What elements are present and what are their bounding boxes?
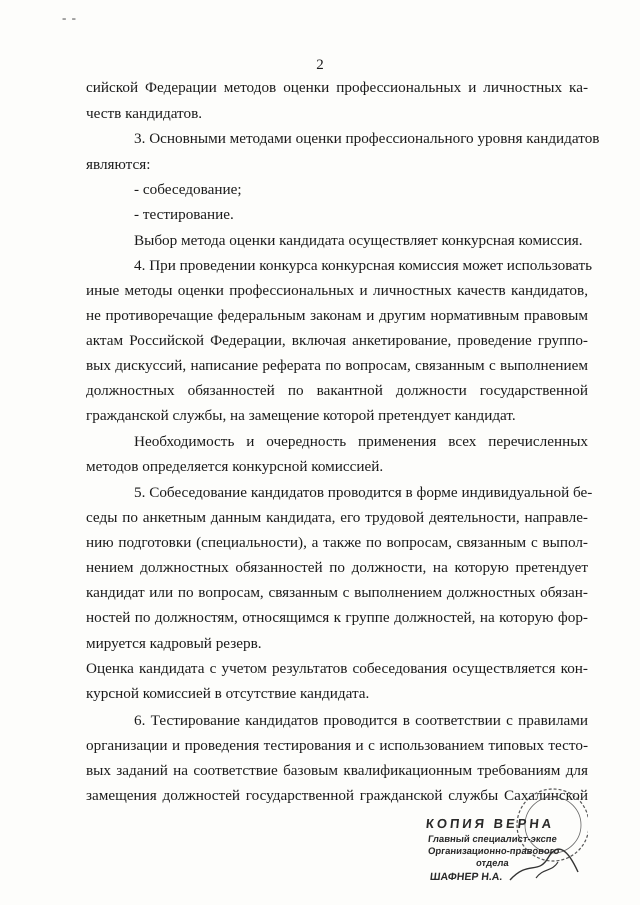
text-line: сийской Федерации методов оценки профессиональных и личностных ка- bbox=[86, 79, 588, 96]
text-line: 6. Тестирование кандидатов проводится в соответствии с правилами bbox=[134, 712, 588, 729]
text-line: 4. При проведении конкурса конкурсная комиссия может использовать bbox=[134, 257, 593, 274]
list-item: - собеседование; bbox=[134, 181, 242, 198]
text-line: нию подготовки (специальности), а также по вопросам, связанным с выпол- bbox=[86, 534, 588, 551]
text-line: не противоречащие федеральным законам и другим нормативным правовым bbox=[86, 307, 588, 324]
text-line: честв кандидатов. bbox=[86, 105, 203, 122]
text-line: Необходимость и очередность применения всех перечисленных bbox=[134, 433, 588, 450]
certification-stamp bbox=[418, 780, 588, 890]
page-number: 2 bbox=[316, 57, 324, 73]
text-line: актам Российской Федерации, включая анкетирование, проведение группо- bbox=[86, 332, 588, 349]
text-line: должностных обязанностей по вакантной должности государственной bbox=[86, 382, 588, 399]
text-line: вых заданий на соответствие базовым квалификационным требованиям для bbox=[86, 762, 588, 779]
stamp-position: Главный специалист-экспе bbox=[427, 834, 558, 845]
text-line: методов определяется конкурсной комиссией. bbox=[86, 458, 384, 475]
text-line: кандидат или по вопросам, связанным с выполнением должностных обязан- bbox=[86, 584, 588, 601]
list-item: - тестирование. bbox=[134, 206, 234, 223]
text-line: организации и проведения тестирования и с использованием типовых тесто- bbox=[86, 737, 588, 754]
text-line: замещения должностей государственной гражданской службы Сахалинской bbox=[86, 787, 588, 804]
text-line: 3. Основными методами оценки профессионального уровня кандидатов bbox=[134, 130, 600, 147]
text-line: ностей по должностям, относящимся к группе должностей, на которую фор- bbox=[86, 609, 588, 626]
stamp-signatory: ШАФНЕР Н.А. bbox=[429, 871, 503, 883]
stamp-department-suffix: отдела bbox=[475, 858, 510, 869]
text-line: Выбор метода оценки кандидата осуществляет конкурсная комиссия. bbox=[134, 232, 583, 249]
text-line: 5. Собеседование кандидатов проводится в форме индивидуальной бе- bbox=[134, 484, 593, 501]
text-line: мируется кадровый резерв. bbox=[86, 635, 262, 652]
text-line: являются: bbox=[86, 156, 151, 173]
text-line: вых дискуссий, написание реферата по вопросам, связанным с выполнением bbox=[86, 357, 588, 374]
text-line: курсной комиссией в отсутствие кандидата. bbox=[86, 685, 370, 702]
text-line: гражданской службы, на замещение которой претендует кандидат. bbox=[86, 407, 516, 424]
text-line: Оценка кандидата с учетом результатов собеседования осуществляется кон- bbox=[86, 660, 588, 677]
text-line: иные методы оценки профессиональных и личностных качеств кандидатов, bbox=[86, 282, 588, 299]
text-line: седы по анкетным данным кандидата, его трудовой деятельности, направле- bbox=[86, 509, 588, 526]
corner-mark: - - bbox=[62, 10, 77, 25]
stamp-title: КОПИЯ ВЕРНА bbox=[425, 816, 555, 831]
stamp-department: Организационно-правового bbox=[427, 846, 560, 857]
text-line: нением должностных обязанностей по должности, на которую претендует bbox=[86, 559, 588, 576]
